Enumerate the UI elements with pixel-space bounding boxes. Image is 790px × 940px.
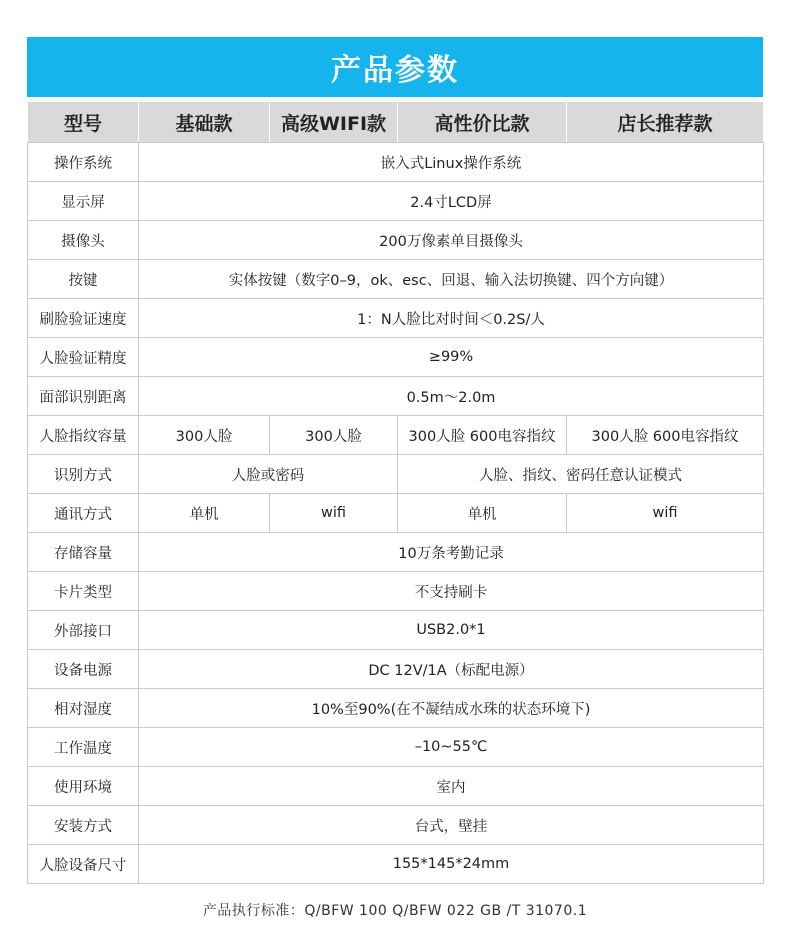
row-value: USB2.0*1 — [139, 611, 764, 650]
table-row — [28, 260, 764, 299]
row-value: 0.5m～2.0m — [139, 377, 764, 416]
row-value: 2.4寸LCD屏 — [139, 182, 764, 221]
row-label: 识别方式 — [28, 455, 139, 494]
row-value: 300人脸 600电容指纹 — [567, 416, 764, 455]
table-row — [28, 221, 764, 260]
row-label: 使用环境 — [28, 767, 139, 806]
row-value: 1：N人脸比对时间＜0.2S/人 — [139, 299, 764, 338]
table-row — [28, 377, 764, 416]
table-row — [28, 650, 764, 689]
table-row — [28, 533, 764, 572]
header-cell-recommended: 店长推荐款 — [567, 102, 764, 143]
table-header-row — [28, 102, 764, 143]
row-value: 10%至90%(在不凝结成水珠的状态环境下) — [139, 689, 764, 728]
table-row — [28, 416, 764, 455]
table-row — [28, 845, 764, 884]
row-label: 按键 — [28, 260, 139, 299]
row-value: 不支持刷卡 — [139, 572, 764, 611]
table-row — [28, 806, 764, 845]
header-cell-model: 型号 — [28, 102, 139, 143]
table-row — [28, 767, 764, 806]
row-label: 摄像头 — [28, 221, 139, 260]
row-label: 存储容量 — [28, 533, 139, 572]
header-cell-basic: 基础款 — [139, 102, 270, 143]
table-row — [28, 182, 764, 221]
row-label: 卡片类型 — [28, 572, 139, 611]
row-value: wifi — [270, 494, 398, 533]
row-value: 人脸、指纹、密码任意认证模式 — [398, 455, 764, 494]
row-value: 300人脸 600电容指纹 — [398, 416, 567, 455]
row-value: DC 12V/1A（标配电源） — [139, 650, 764, 689]
table-row — [28, 611, 764, 650]
table-row — [28, 572, 764, 611]
table-row — [28, 728, 764, 767]
row-value: 300人脸 — [139, 416, 270, 455]
table-row — [28, 494, 764, 533]
row-label: 相对湿度 — [28, 689, 139, 728]
row-value: 155*145*24mm — [139, 845, 764, 884]
table-row — [28, 143, 764, 182]
row-value: 10万条考勤记录 — [139, 533, 764, 572]
row-label: 工作温度 — [28, 728, 139, 767]
row-label: 人脸指纹容量 — [28, 416, 139, 455]
row-value: 室内 — [139, 767, 764, 806]
page-title: 产品参数 — [331, 53, 459, 88]
row-label: 设备电源 — [28, 650, 139, 689]
row-value: 人脸或密码 — [139, 455, 398, 494]
row-label: 外部接口 — [28, 611, 139, 650]
row-value: 单机 — [398, 494, 567, 533]
row-value: 嵌入式Linux操作系统 — [139, 143, 764, 182]
table-row — [28, 455, 764, 494]
row-label: 显示屏 — [28, 182, 139, 221]
row-label: 刷脸验证速度 — [28, 299, 139, 338]
table-row — [28, 299, 764, 338]
row-value: –10~55℃ — [139, 728, 764, 767]
row-label: 人脸验证精度 — [28, 338, 139, 377]
row-label: 通讯方式 — [28, 494, 139, 533]
row-value: 200万像素单目摄像头 — [139, 221, 764, 260]
row-value: 单机 — [139, 494, 270, 533]
header-cell-wifi: 高级WIFI款 — [270, 102, 398, 143]
header-cell-value: 高性价比款 — [398, 102, 567, 143]
row-value: 实体按键（数字0–9，ok、esc、回退、输入法切换键、四个方向键） — [139, 260, 764, 299]
row-value: 300人脸 — [270, 416, 398, 455]
title-banner — [27, 37, 763, 97]
row-value: ≥99% — [139, 338, 764, 377]
spec-table — [27, 101, 764, 884]
row-label: 面部识别距离 — [28, 377, 139, 416]
table-row — [28, 689, 764, 728]
row-value: wifi — [567, 494, 764, 533]
row-value: 台式，壁挂 — [139, 806, 764, 845]
row-label: 人脸设备尺寸 — [28, 845, 139, 884]
standards-footer: 产品执行标准：Q/BFW 100 Q/BFW 022 GB /T 31070.1 — [202, 903, 588, 919]
row-label: 安装方式 — [28, 806, 139, 845]
row-label: 操作系统 — [28, 143, 139, 182]
table-row — [28, 338, 764, 377]
